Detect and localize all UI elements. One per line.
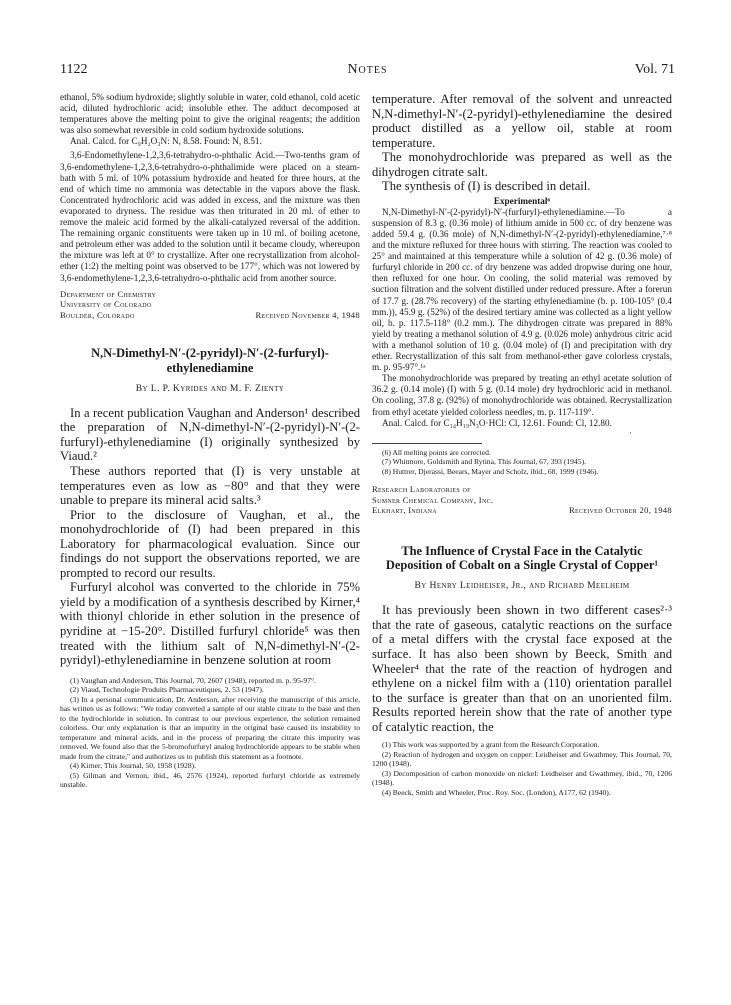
- received-date: Received November 4, 1948: [255, 309, 360, 320]
- footnote: (2) Viaud, Technologie Produits Pharmaceutiques, 2, 53 (1947).: [70, 685, 264, 695]
- footnote-rule: [372, 443, 482, 444]
- footnote: (1) Vaughan and Anderson, This Journal, 70, 2607 (1948), reported m. p. 95-97°.: [70, 675, 316, 685]
- footnote: (6) All melting points are corrected.: [382, 447, 491, 457]
- page-number: 1122: [60, 62, 88, 77]
- right-column: [372, 92, 672, 797]
- volume-label: Vol. 71: [634, 62, 675, 77]
- article-title: [60, 346, 360, 374]
- department: Department of Chemistry: [60, 288, 157, 299]
- location-line: [60, 310, 360, 321]
- paragraph: The synthesis of (I) is described in detail.: [382, 179, 591, 194]
- footnote: (1) This work was supported by a grant from the Research Corporation.: [382, 740, 600, 750]
- journal-section: Notes: [347, 62, 388, 77]
- separator-dot: ·: [629, 427, 632, 438]
- university: University of Colorado: [60, 299, 152, 310]
- article-authors: By Henry Leidheiser, Jr., and Richard Meelheim: [414, 580, 630, 592]
- paragraph: These authors reported that (I) is very unstable at temperatures even as low as −80° and that they were unable to prepare its mineral acid salts.³: [60, 463, 360, 508]
- received-date: Received October 20, 1948: [568, 505, 672, 516]
- footnote: (3) In a personal communication, Dr. Anderson, after receiving the manuscript of this article, has written us as follows: "We today converted a sample of our stable citrate to the base and then to the hydrochloride in solution. In contrast to our previous experience, the solution remained colorless. Our only explanation is that an impurity in the original base caused its instability to temperature and mineral acids, and in the process of preparing the citrate this impurity was removed. We found also that the 5-bromofurfuryl analog hydrochloride appears to be stable when made from the citrate," and authorizes us to publish this statement as a footnote.: [60, 694, 360, 761]
- title-line: N,N-Dimethyl-N′-(2-pyridyl)-N′-(2-furfuryl)-: [91, 346, 329, 361]
- paragraph: Prior to the disclosure of Vaughan, et al., the monohydrochloride of (I) had been prepared in this Laboratory for pharmacological evaluation. Since our findings do not support the observations reported, we are prompted to record our results.: [60, 507, 360, 580]
- footnote: (4) Kirner, This Journal, 50, 1958 (1928).: [70, 761, 197, 771]
- paragraph: The monohydrochloride was prepared by treating an ethyl acetate solution of 36.2 g. (0.14 mole) (I) with 5 g. (0.14 mole) dry hydrochloric acid in methanol. On cooling, 37.8 g. (92%) of monohydrochloride was obtained. Recrystallization from ethyl acetate yielded colorless needles, m. p. 117-119°.: [372, 373, 672, 417]
- city: Boulder, Colorado: [60, 309, 135, 320]
- affiliation: [60, 289, 360, 321]
- article-authors: By L. P. Kyrides and M. F. Zienty: [135, 382, 285, 394]
- footnote: (5) Gilman and Vernon, ibid., 46, 2576 (1924), reported furfuryl chloride as extremely unstable.: [60, 770, 360, 790]
- footnote: (3) Decomposition of carbon monoxide on nickel: Leidheiser and Gwathmey, ibid., 70, 1206 (1948).: [372, 768, 672, 788]
- paragraph: N,N-Dimethyl-N′-(2-pyridyl)-N′-(furfuryl)-ethylenediamine.—To a suspension of 8.3 g. (0.36 mole) of lithium amide in 500 cc. of dry benzene was added 59.4 g. (0.36 mole) of N,N-dimethyl-N′-(2-pyridyl)-ethylenediamine,⁷·⁸ and the mixture refluxed for three hours with stirring. The reaction was cooled to 25° and maintained at this temperature while a solution of 42 g. (0.36 mole) of furfuryl chloride in 200 cc. of dry benzene was added dropwise during one hour, then refluxed for one hour. On cooling, the solid material was removed by suction filtration and the solvent distilled under reduced pressure. After a forerun of 17.7 g. (28.7% recovery) of the starting ethylenediamine (b. p. 100-105° (0.4 mm.)), 45.9 g. (52%) of the desired tertiary amine was collected as a light yellow oil, b. p. 117.5-118° (0.2 mm.). The dihydrogen citrate was prepared in 88% yield by treating a methanol solution of 4.9 g. (0.026 mole) anhydrous citric acid with a methanol solution of 10 g. (0.04 mole) of (I) and precipitation with dry ether. Recrystallization of this salt from methanol-ether gave colorless crystals, m. p. 95-97°.¹ᵃ: [372, 206, 672, 373]
- section-heading: Experimental⁶: [493, 195, 551, 206]
- article-title: The Influence of Crystal Face in the Catalytic Deposition of Cobalt on a Single Crystal of Copper¹: [385, 543, 659, 573]
- paragraph: In a recent publication Vaughan and Anderson¹ described the preparation of N,N-dimethyl-N′-(2-pyridyl)-N′-(2-furfuryl)-ethylenediamine (I) originally synthesized by Viaud.²: [60, 405, 360, 464]
- footnote: (2) Reaction of hydrogen and oxygen on copper: Leidheiser and Gwathmey, This Journal, 70, 1200 (1948).: [372, 749, 672, 769]
- lab-name: Research Laboratories of: [372, 484, 471, 495]
- footnote: (8) Huttrer, Djerassi, Beears, Mayer and Scholz, ibid., 68, 1999 (1946).: [382, 466, 599, 476]
- paragraph: 3,6-Endomethylene-1,2,3,6-tetrahydro-o-phthalic Acid.—Two-tenths gram of 3,6-endomethylene-1,2,3,6-tetrahydro-o-phthalimide were placed on a steam-bath with 5 ml. of 10% potassium hydroxide and heated for three hours, at the end of which time no ammonia was detectable in the vapors above the flask. Concentrated hydrochloric acid was added in excess, and the mixture was then evaporated to dryness. The residue was then triturated in 20 ml. of ether to remove the maleic acid formed by the alkali-catalyzed reversal of the addition. The remaining organic constituents were taken up in 10 ml. of boiling acetone, and petroleum ether was added to the solution until it became cloudy, whereupon the mixture was left at 0° to crystallize. After one recrystallization from alcohol-ether (1:2) the melting point was observed to be 177°, which was not lowered by 3,6-endomethylene-1,2,3,6-tetrahydro-o-phthalic acid from another source.: [60, 150, 360, 283]
- analysis-line: Anal. Calcd. for C₉H₂O₃N: N, 8.58. Found: N, 8.51.: [70, 136, 262, 147]
- affiliation: [372, 484, 672, 516]
- footnote: (4) Beeck, Smith and Wheeler, Proc. Roy. Soc. (London), A177, 62 (1940).: [382, 787, 611, 797]
- left-column: [60, 92, 360, 790]
- title-line: ethylenediamine: [166, 360, 254, 375]
- paragraph: temperature. After removal of the solvent and unreacted N,N-dimethyl-N′-(2-pyridyl)-ethylenediamine the desired product distilled as a yellow oil, stable at room temperature.: [372, 92, 672, 150]
- page-header: [60, 62, 675, 82]
- company: Sumner Chemical Company, Inc.: [372, 494, 494, 505]
- paragraph: Furfuryl alcohol was converted to the chloride in 75% yield by a modification of a synthesis described by Kirner,⁴ with thionyl chloride in ether solution in the presence of pyridine at −15-20°. Distilled furfuryl chloride⁵ was then treated with the lithium salt of N,N-dimethyl-N′-(2-pyridyl)-ethylenediamine in benzene solution at room: [60, 580, 360, 668]
- analysis-line: Anal. Calcd. for C₁₄H₁₉N₃O·HCl: Cl, 12.61. Found: Cl, 12.80.: [382, 417, 612, 428]
- paragraph: The monohydrochloride was prepared as well as the dihydrogen citrate salt.: [372, 150, 672, 179]
- city: Elkhart, Indiana: [372, 505, 437, 516]
- footnote: (7) Whitmore, Goldsmith and Rytina, This Journal, 67, 393 (1945).: [382, 457, 587, 467]
- location-line: [372, 505, 672, 516]
- paragraph: It has previously been shown in two different cases²·³ that the rate of gaseous, catalytic reactions on the surface of a metal differs with the crystal face exposed at the surface. It has also been shown by Beeck, Smith and Wheeler⁴ that the rate of the reaction of hydrogen and ethylene on a nickel film with a (110) orientation parallel to the surface is greater than that on an unoriented film. Results reported herein show that the rate of another type of catalytic reaction, the: [372, 603, 672, 734]
- paragraph: ethanol, 5% sodium hydroxide; slightly soluble in water, cold ethanol, cold acetic acid, diluted hydrochloric acid; insoluble ether. The adduct decomposed at temperatures above the melting point to give the original reagents; the addition was also somewhat reversible in cold sodium hydroxide solutions.: [60, 92, 360, 136]
